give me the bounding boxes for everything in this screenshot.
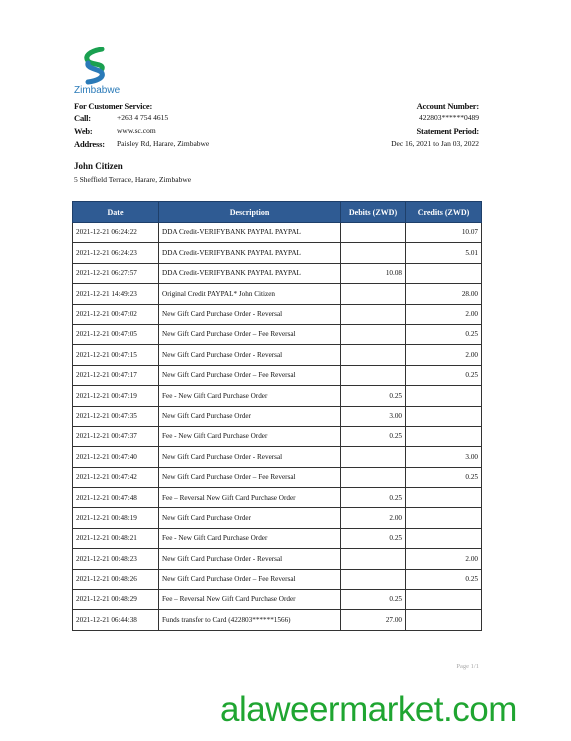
cell-description: New Gift Card Purchase Order — [159, 508, 341, 528]
call-label: Call: — [74, 113, 91, 123]
cell-description: Funds transfer to Card (422803******1566) — [159, 610, 341, 630]
table-row — [73, 304, 482, 324]
cell-credit — [406, 610, 482, 630]
cell-date: 2021-12-21 00:48:23 — [73, 549, 159, 569]
table-row — [73, 223, 482, 243]
cell-description: Original Credit PAYPAL* John Citizen — [159, 284, 341, 304]
web-value: www.sc.com — [117, 126, 156, 135]
cell-debit — [341, 243, 406, 263]
cell-credit — [406, 386, 482, 406]
table-row — [73, 345, 482, 365]
cell-date: 2021-12-21 00:47:17 — [73, 365, 159, 385]
customer-name: John Citizen — [74, 161, 123, 171]
cell-description: New Gift Card Purchase Order - Reversal — [159, 447, 341, 467]
cell-credit: 0.25 — [406, 365, 482, 385]
table-row — [73, 508, 482, 528]
cell-debit — [341, 304, 406, 324]
cell-date: 2021-12-21 00:48:21 — [73, 528, 159, 548]
cell-credit: 28.00 — [406, 284, 482, 304]
cell-description: DDA Credit-VERIFYBANK PAYPAL PAYPAL — [159, 263, 341, 283]
cell-date: 2021-12-21 00:47:42 — [73, 467, 159, 487]
cell-description: New Gift Card Purchase Order – Fee Reversal — [159, 365, 341, 385]
cell-credit: 3.00 — [406, 447, 482, 467]
table-row — [73, 365, 482, 385]
web-label: Web: — [74, 126, 93, 136]
table-row — [73, 549, 482, 569]
statement-period-value: Dec 16, 2021 to Jan 03, 2022 — [391, 139, 479, 148]
table-row — [73, 324, 482, 344]
cell-credit: 5.01 — [406, 243, 482, 263]
cell-credit: 0.25 — [406, 467, 482, 487]
bank-logo-icon — [80, 47, 110, 85]
statement-period-label: Statement Period: — [416, 126, 479, 136]
cell-date: 2021-12-21 00:47:48 — [73, 488, 159, 508]
table-row — [73, 590, 482, 610]
cell-credit — [406, 528, 482, 548]
cell-debit: 0.25 — [341, 488, 406, 508]
cell-date: 2021-12-21 00:48:19 — [73, 508, 159, 528]
cell-credit: 0.25 — [406, 324, 482, 344]
cell-date: 2021-12-21 06:27:57 — [73, 263, 159, 283]
table-row — [73, 243, 482, 263]
cell-date: 2021-12-21 06:44:38 — [73, 610, 159, 630]
cell-description: Fee - New Gift Card Purchase Order — [159, 386, 341, 406]
cell-debit — [341, 345, 406, 365]
cell-date: 2021-12-21 00:47:15 — [73, 345, 159, 365]
cell-description: New Gift Card Purchase Order – Fee Reversal — [159, 569, 341, 589]
cell-description: New Gift Card Purchase Order – Fee Reversal — [159, 467, 341, 487]
cell-debit — [341, 365, 406, 385]
table-row — [73, 426, 482, 446]
cell-debit: 27.00 — [341, 610, 406, 630]
cell-description: New Gift Card Purchase Order - Reversal — [159, 304, 341, 324]
cell-debit: 0.25 — [341, 426, 406, 446]
cell-debit — [341, 447, 406, 467]
cell-debit — [341, 223, 406, 243]
cell-description: New Gift Card Purchase Order - Reversal — [159, 345, 341, 365]
cell-debit: 0.25 — [341, 386, 406, 406]
brand-name: Zimbabwe — [74, 85, 121, 96]
address-value: Paisley Rd, Harare, Zimbabwe — [117, 139, 210, 148]
table-row — [73, 284, 482, 304]
cell-debit: 0.25 — [341, 590, 406, 610]
table-row — [73, 447, 482, 467]
header-description: Description — [159, 202, 341, 223]
cell-credit: 2.00 — [406, 549, 482, 569]
table-row — [73, 528, 482, 548]
cell-credit: 10.07 — [406, 223, 482, 243]
cell-description: New Gift Card Purchase Order – Fee Reversal — [159, 324, 341, 344]
page-number: Page 1/1 — [456, 663, 479, 670]
cell-description: Fee - New Gift Card Purchase Order — [159, 426, 341, 446]
cell-credit — [406, 590, 482, 610]
cell-date: 2021-12-21 06:24:22 — [73, 223, 159, 243]
cell-debit: 10.08 — [341, 263, 406, 283]
cell-date: 2021-12-21 00:47:35 — [73, 406, 159, 426]
header-credits: Credits (ZWD) — [406, 202, 482, 223]
cell-date: 2021-12-21 14:49:23 — [73, 284, 159, 304]
cell-debit — [341, 569, 406, 589]
brand-logo — [74, 47, 134, 99]
cell-debit — [341, 324, 406, 344]
cell-credit — [406, 508, 482, 528]
address-label: Address: — [74, 139, 105, 149]
cell-date: 2021-12-21 00:47:19 — [73, 386, 159, 406]
cell-debit — [341, 549, 406, 569]
cell-credit: 2.00 — [406, 304, 482, 324]
table-row — [73, 467, 482, 487]
cell-credit — [406, 406, 482, 426]
cell-credit — [406, 488, 482, 508]
customer-address: 5 Sheffield Terrace, Harare, Zimbabwe — [74, 175, 192, 184]
cell-date: 2021-12-21 00:48:29 — [73, 590, 159, 610]
cell-description: DDA Credit-VERIFYBANK PAYPAL PAYPAL — [159, 243, 341, 263]
table-row — [73, 406, 482, 426]
cell-debit: 2.00 — [341, 508, 406, 528]
cell-credit — [406, 426, 482, 446]
cell-description: Fee - New Gift Card Purchase Order — [159, 528, 341, 548]
cell-credit: 2.00 — [406, 345, 482, 365]
cell-date: 2021-12-21 00:48:26 — [73, 569, 159, 589]
statement-table — [72, 201, 482, 631]
cell-debit — [341, 284, 406, 304]
cell-description: DDA Credit-VERIFYBANK PAYPAL PAYPAL — [159, 223, 341, 243]
cell-description: New Gift Card Purchase Order — [159, 406, 341, 426]
account-number-value: 422803******0489 — [419, 113, 479, 122]
cell-description: Fee – Reversal New Gift Card Purchase Order — [159, 590, 341, 610]
cell-debit: 0.25 — [341, 528, 406, 548]
cell-date: 2021-12-21 00:47:02 — [73, 304, 159, 324]
table-header-row — [73, 202, 482, 223]
cell-date: 2021-12-21 06:24:23 — [73, 243, 159, 263]
cell-date: 2021-12-21 00:47:40 — [73, 447, 159, 467]
cell-description: Fee – Reversal New Gift Card Purchase Order — [159, 488, 341, 508]
table-row — [73, 263, 482, 283]
customer-service-title: For Customer Service: — [74, 101, 153, 111]
table-row — [73, 610, 482, 630]
header-debits: Debits (ZWD) — [341, 202, 406, 223]
table-row — [73, 569, 482, 589]
cell-credit: 0.25 — [406, 569, 482, 589]
cell-date: 2021-12-21 00:47:05 — [73, 324, 159, 344]
cell-date: 2021-12-21 00:47:37 — [73, 426, 159, 446]
cell-description: New Gift Card Purchase Order - Reversal — [159, 549, 341, 569]
cell-debit — [341, 467, 406, 487]
cell-credit — [406, 263, 482, 283]
cell-debit: 3.00 — [341, 406, 406, 426]
call-value: +263 4 754 4615 — [117, 113, 169, 122]
table-row — [73, 386, 482, 406]
account-number-label: Account Number: — [416, 101, 479, 111]
table-row — [73, 488, 482, 508]
header-date: Date — [73, 202, 159, 223]
watermark: alaweermarket.com — [220, 690, 517, 729]
